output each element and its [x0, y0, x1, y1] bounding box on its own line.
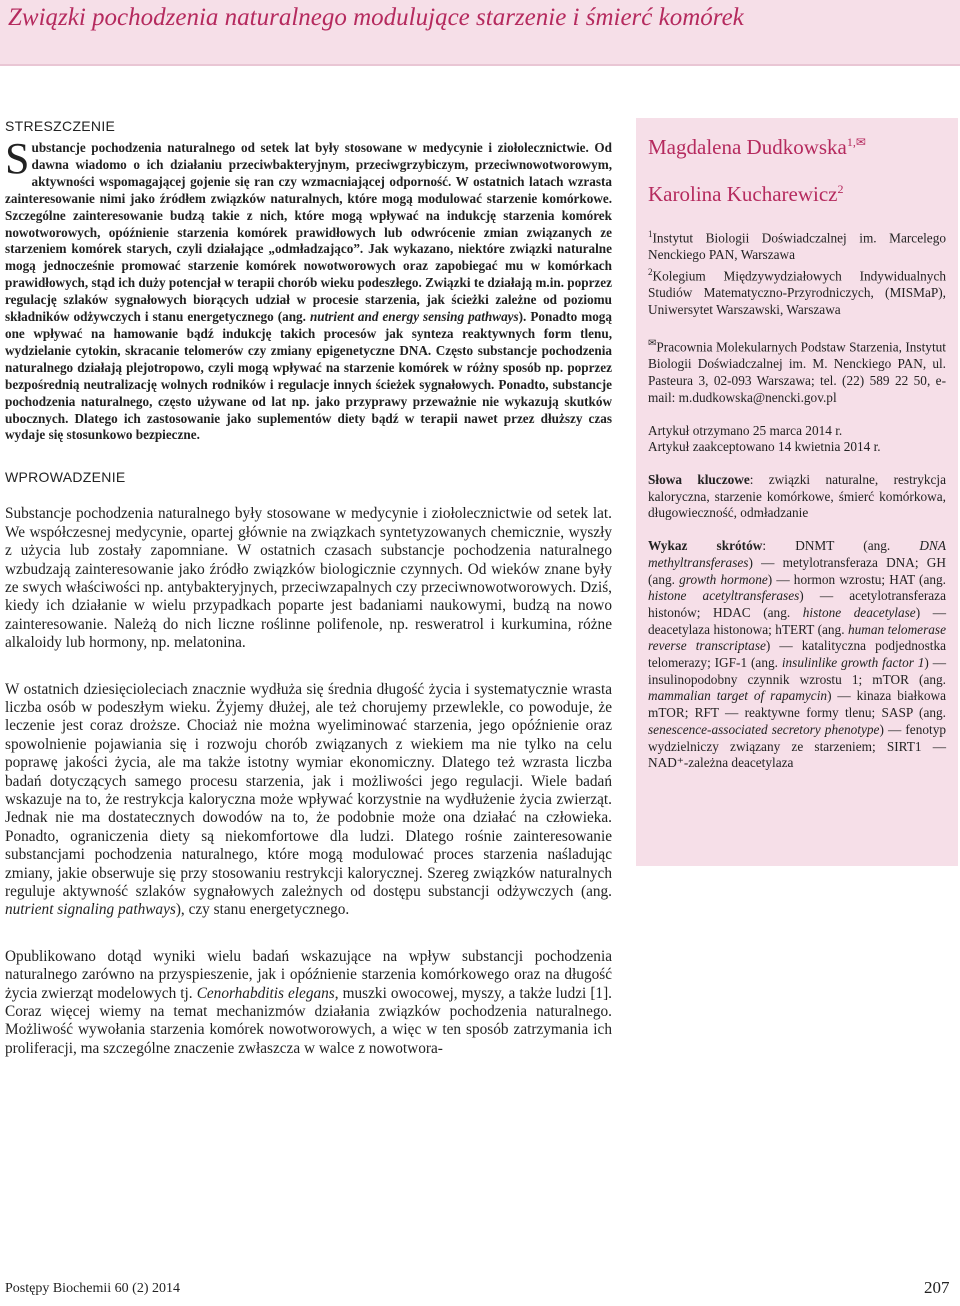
abbreviation-segment: senescence-associated secretory phenotype: [648, 721, 880, 737]
abstract-text: [5, 134, 612, 444]
keywords: [648, 472, 946, 522]
intro-p2-text: W ostatnich dziesięcioleciach znacznie wydłuża się średnia długość życia i systematycznie wrasta liczba osób w podeszłym wieku. Żyjemy dłużej, ale też chorujemy przewlekle, co powoduje, że leczenie jest coraz droższe. Chociaż nie można wyeliminować starzenia, jego opóźnienie oraz spowolnienie pojawiania się i rozwoju chorób związanych z wiekiem ma nie tylko na celu poprawę jakości życia, ale ma także istotny wymiar ekonomiczny. Dlatego też wzrasta liczba badań dotyczących samego procesu starzenia, jak i możliwości jego regulacji. Wiele badań wskazuje na to, że restrykcja kaloryczna może wpływać korzystnie na wydłużenie życia zwierząt. Jednak nie ma dostatecznych dowodów na to, że podobnie może ona działać na człowieka. Ponadto, ograniczenia diety są niekomfortowe dla ludzi. Dlatego rośnie zainteresowanie substancjami pochodzenia naturalnego, które mogą modulować proces starzenia naśladując zmiany, jakie obserwuje się przy stosowaniu restrykcji kalorycznej. Szereg związków naturalnych reguluje aktywność szlaków sygnałowych zależnych od dostępu substancji odżywczych (ang.: [5, 680, 612, 901]
article-title: Związki pochodzenia naturalnego modulujące starzenie i śmierć komórek: [8, 4, 744, 31]
aff-2-num: 2: [648, 266, 653, 277]
intro-p2-tail: ), czy stanu energetycznego.: [175, 901, 350, 919]
abstract-part-1: ubstancje pochodzenia naturalnego od setek lat były stosowane w medycynie i ziołolecznictwie. Od dawna wiadomo o ich działaniu przeciwbakteryjnym, przeciwgrzybiczym, przeciwnowotworowym, aktywności wspomagającej gojenie się ran czy wzmacniającej odporność. W ostatnich latach wzrasta zainteresowanie nimi jako źródłem związków naturalnych, które mogą modulować starzenie komórkowe. Szczególne zainteresowanie budzą takie z nich, które mogą wpływać na indukcję starzenia komórek nowotworowych, opóźnienie starzenia komórek prawidłowych lub odwrócenie zmian związanych ze starzeniem komórek starych, czyli działające „odmładzająco”. Jak wykazano, niektóre związki naturalne mogą jednocześnie promować starzenie komórek nowotworowych oraz zapobiegać mu w komórkach prawidłowych, stąd ich duży potencjał w terapii chorób wieku podeszłego. Związki te działają m.in. poprzez regulację szlaków sygnałowych biorących udział w procesie starzenia, jak ścieżki zależne od poziomu składników odżywczych i stanu energetycznego (ang.: [5, 140, 612, 325]
abbreviation-segment: : DNMT (ang.: [762, 538, 920, 554]
intro-paragraph-1: Substancje pochodzenia naturalnego były stosowane w medycynie i ziołolecznictwie od setek lat. We współczesnej medycynie, opartej głównie na związkach syntetyzowanych chemicznie, wyszły z użycia lub zostały zapomniane. W ostatnich czasach substancje pochodzenia naturalnego wzbudzają zainteresowanie jako źródło związków biologicznie czynnych. Od wieków znane były ze swych właściwości np. antybakteryjnych, przeciwzapalnych czy przeciwnowotworowych. Dziś, kiedy ich działanie w wielu przypadkach poparte jest badaniami naukowymi, budzą na nowo zainteresowanie. Należą do nich liczne roślinne polifenole, np. resweratrol i kurkumina, różne alkaloidy lub hormony, np. melatonina.: [5, 505, 612, 652]
abbreviation-segment: insulinlike growth factor 1: [781, 655, 925, 671]
abbreviation-segment: histone deacetylase: [802, 604, 916, 620]
author-1-name: Magdalena Dudkowska: [648, 135, 847, 159]
abbreviation-segment: ) — fenotyp wydzielniczy związany ze starzeniem; SIRT1 — NAD⁺-zależna deacetylaza: [648, 721, 946, 771]
drop-cap: S: [5, 134, 30, 183]
abbreviation-segment: ) — deacetylaza histonowa; hTERT (ang.: [648, 604, 946, 637]
abbreviation-segment: DNA methyltransferases: [648, 538, 946, 570]
aff-2-text: Kolegium Międzywydziałowych Indywidualnych Studiów Matematyczno-Przyrodniczych, (MISMaP), Uniwersytet Warszawski, Warszawa: [648, 268, 946, 317]
main-column: [5, 118, 612, 1058]
abstract-part-2: ). Ponadto mogą one wpływać na hamowanie bądź indukcję takich procesów jak synteza reaktywnych form tlenu, wydzielanie cytokin, skracanie telomerów czy zmiany epigenetyczne DNA. Często substancje pochodzenia naturalnego działają plejotropowo, czyli mogą wpływać na starzenie komórek w różny sposób np. poprzez bezpośrednią neutralizację wolnych rodników i regulacje innych ścieżek sygnałowych. Ponadto, substancje pochodzenia naturalnego, często używane od lat np. jako przyprawy przeważnie nie wykazują skutków ubocznych. Dlatego ich zastosowanie jako suplementów diety bądź w terapii nawet przez dłuższy czas wydaje się stosunkowo bezpieczne.: [5, 309, 612, 443]
aff-1-num: 1: [648, 229, 653, 239]
author-1-sup: 1,: [846, 135, 856, 149]
title-band: [0, 0, 960, 66]
affiliation-1: [648, 226, 946, 264]
abbreviation-segment: ) — hormon wzrostu; HAT (ang.: [767, 571, 946, 587]
abbreviation-segment: human telomerase reverse transcriptase: [648, 621, 946, 654]
abbreviations-label: Wykaz skrótów: [648, 538, 763, 554]
abbreviation-segment: ) — kinaza białkowa mTOR; RFT — reaktywne formy tlenu; SASP (ang.: [648, 688, 947, 721]
page-number: 207: [924, 1278, 950, 1297]
author-1: [648, 128, 946, 161]
keywords-label: Słowa kluczowe: [648, 472, 750, 487]
abstract-heading: STRESZCZENIE: [5, 118, 116, 134]
abbreviations: [648, 538, 946, 772]
abbreviation-segment: ) — metylotransferaza DNA; GH (ang.: [648, 554, 946, 587]
author-2: [648, 175, 946, 208]
intro-paragraph-2: [5, 681, 612, 920]
accepted-date: Artykuł zaakceptowano 14 kwietnia 2014 r.: [648, 439, 881, 455]
sidebar: [636, 118, 958, 866]
abbreviation-segment: ) — insulinopodobny czynnik wzrostu 1; mTOR (ang.: [648, 655, 946, 687]
envelope-icon: ✉: [855, 135, 866, 149]
author-2-sup: 2: [837, 182, 844, 196]
abstract-italic: nutrient and energy sensing pathways: [309, 309, 519, 325]
abbreviation-segment: ) — katalityczna podjednostka telomerazy; IGF-1 (ang.: [648, 638, 947, 671]
aff-1-text: Instytut Biologii Doświadczalnej im. Marcelego Nenckiego PAN, Warszawa: [648, 230, 946, 263]
intro-p3-italic: Cenorhabditis elegans: [196, 984, 335, 1002]
intro-p3-text: Opublikowano dotąd wyniki wielu badań wskazujące na wpływ substancji pochodzenia naturalnego zarówno na przyspieszenie, jak i opóźnienie starzenia komórkowego oraz na długość życia zwierząt modelowych tj.: [5, 947, 612, 1002]
keywords-text: : związki naturalne, restrykcja kaloryczna, starzenie komórkowe, śmierć komórkowa, długowieczność, odmładzanie: [648, 472, 946, 521]
intro-p2-italic: nutrient signaling pathways: [5, 901, 176, 919]
journal-footer: Postępy Biochemii 60 (2) 2014: [5, 1281, 180, 1296]
abbreviations-text: [648, 538, 946, 770]
intro-heading: WPROWADZENIE: [5, 469, 126, 486]
abbreviation-segment: mammalian target of rapamycin: [648, 688, 828, 704]
abbreviation-segment: histone acetyltransferases: [648, 588, 800, 604]
affiliation-2: [648, 264, 946, 319]
envelope-icon: ✉: [648, 338, 657, 350]
abbreviation-segment: growth hormone: [679, 571, 768, 587]
intro-p3-tail: , muszki owocowej, myszy, a także ludzi [1]. Coraz więcej wiemy na temat mechanizmów działania związków pochodzenia naturalnego. Możliwość wywołania starzenia komórek nowotworowych, a więc w ten sposób zatrzymania ich proliferacji, ma szczególne znaczenie zwłaszcza w walce z nowotwora-: [5, 984, 612, 1057]
correspondence-text: Pracownia Molekularnych Podstaw Starzenia, Instytut Biologii Doświadczalnej im. M. Nenckiego PAN, ul. Pasteura 3, 02-093 Warszawa; tel. (22) 589 22 50, e-mail: m.dudkowska@nencki.gov.pl: [648, 339, 946, 405]
intro-paragraph-3: [5, 948, 612, 1058]
author-2-name: Karolina Kucharewicz: [648, 182, 838, 206]
received-date: Artykuł otrzymano 25 marca 2014 r.: [648, 422, 843, 438]
correspondence: [648, 336, 946, 406]
abbreviation-segment: ) — acetylotransferaza histonów; HDAC (ang.: [648, 588, 946, 620]
